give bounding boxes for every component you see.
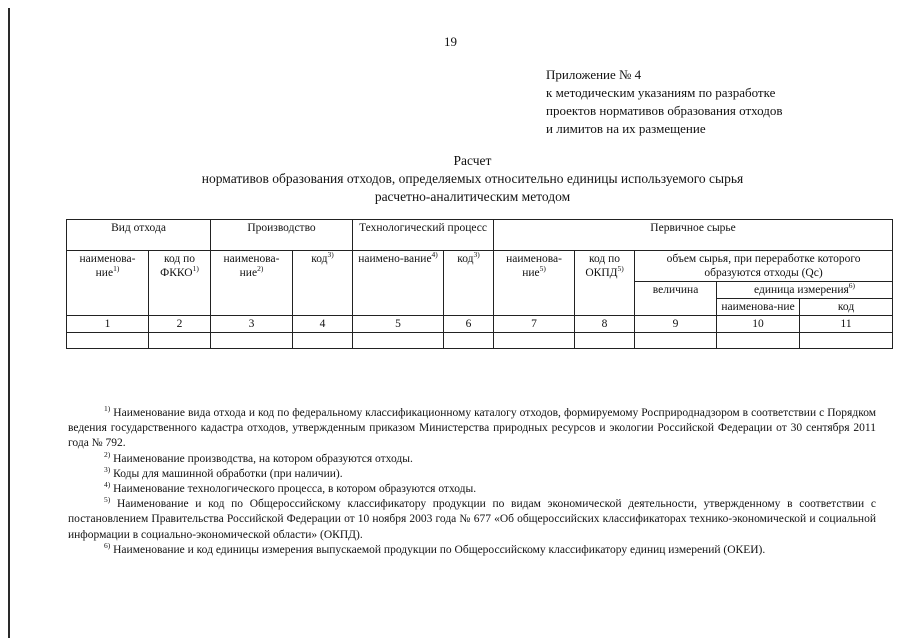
col-header-production-name: наименова-ние$^{2)}$ — [211, 251, 293, 316]
col-header-process-name: наимено-вание$^{4)}$ — [353, 251, 444, 316]
title-line-1: Расчет — [453, 153, 492, 168]
empty-cell — [149, 333, 211, 349]
footnote: $^{3)}$ Коды для машинной обработки (при наличии). — [104, 464, 343, 480]
col-header-fkko-code: код по ФККО$^{1)}$ — [149, 251, 211, 316]
col-header-value: величина — [635, 282, 717, 316]
empty-cell — [211, 333, 293, 349]
appendix-line: к методическим указаниям по разработке — [546, 85, 776, 100]
title-line-2: нормативов образования отходов, определяемых относительно единицы используемого сырья — [201, 171, 744, 186]
document-title — [100, 152, 845, 206]
col-header-unit: единица измерения$^{6)}$ — [717, 282, 893, 299]
column-number: 7 — [494, 316, 575, 333]
empty-cell — [293, 333, 353, 349]
col-header-unit-name: наименова-ние — [717, 299, 800, 316]
empty-cell — [717, 333, 800, 349]
column-number: 8 — [575, 316, 635, 333]
col-header-waste-name: наименова-ние$^{1)}$ — [67, 251, 149, 316]
footnotes — [68, 406, 876, 558]
col-header-unit-code: код — [800, 299, 893, 316]
group-header-production: Производство — [211, 220, 353, 251]
appendix-line: проектов нормативов образования отходов — [546, 103, 783, 118]
column-number: 1 — [67, 316, 149, 333]
footnote: $^{6)}$ Наименование и код единицы измерения выпускаемой продукции по Общероссийскому классификатору единиц измерений (ОКЕИ). — [104, 540, 766, 556]
footnote: $^{1)}$ Наименование вида отхода и код по федеральному классификационному каталогу отходов, формируемому Росприроднадзором в соответствии с Порядком ведения государственного кадастра отходов, утвержденным приказом Министерства природных ресурсов и экологии Российской Федерации от 30 сентября 2011 года № 792. — [68, 404, 877, 450]
group-header-waste-type: Вид отхода — [67, 220, 211, 251]
footnote: $^{4)}$ Наименование технологического процесса, в котором образуются отходы. — [104, 480, 477, 496]
appendix-line: Приложение № 4 — [546, 67, 642, 82]
empty-cell — [353, 333, 444, 349]
group-header-process: Технологический процесс — [353, 220, 494, 251]
empty-cell — [67, 333, 149, 349]
empty-cell — [635, 333, 717, 349]
appendix-line: и лимитов на их размещение — [546, 121, 706, 136]
col-header-process-code: код$^{3)}$ — [444, 251, 494, 316]
col-header-raw-name: наименова-ние$^{5)}$ — [494, 251, 575, 316]
group-header-raw-material: Первичное сырье — [494, 220, 893, 251]
empty-cell — [444, 333, 494, 349]
appendix-heading — [546, 66, 783, 138]
column-number: 6 — [444, 316, 494, 333]
empty-cell — [800, 333, 893, 349]
column-number: 10 — [717, 316, 800, 333]
empty-data-row — [67, 333, 893, 349]
col-header-okpd-code: код по ОКПД$^{5)}$ — [575, 251, 635, 316]
empty-cell — [575, 333, 635, 349]
column-number: 2 — [149, 316, 211, 333]
title-line-3: расчетно-аналитическим методом — [374, 189, 571, 204]
footnote: $^{5)}$ Наименование и код по Общероссийскому классификатору продукции по видам экономической деятельности, утвержденному в соответствии с постановлением Правительства Российской Федерации от 10 ноября 2003 года № 677 «Об общероссийских классификаторах технико-экономической и социальной информации в социально-экономической области» (ОКПД). — [68, 495, 877, 541]
col-header-production-code: код$^{3)}$ — [293, 251, 353, 316]
column-number: 4 — [293, 316, 353, 333]
column-number: 11 — [800, 316, 893, 333]
footnote: $^{2)}$ Наименование производства, на котором образуются отходы. — [104, 449, 413, 465]
empty-cell — [494, 333, 575, 349]
column-number: 9 — [635, 316, 717, 333]
calculation-table — [66, 219, 893, 349]
page-number: 19 — [444, 34, 457, 49]
column-number: 5 — [353, 316, 444, 333]
col-header-volume: объем сырья, при переработке которого образуются отходы (Qc) — [635, 251, 893, 282]
column-number: 3 — [211, 316, 293, 333]
binding-line — [8, 8, 10, 638]
